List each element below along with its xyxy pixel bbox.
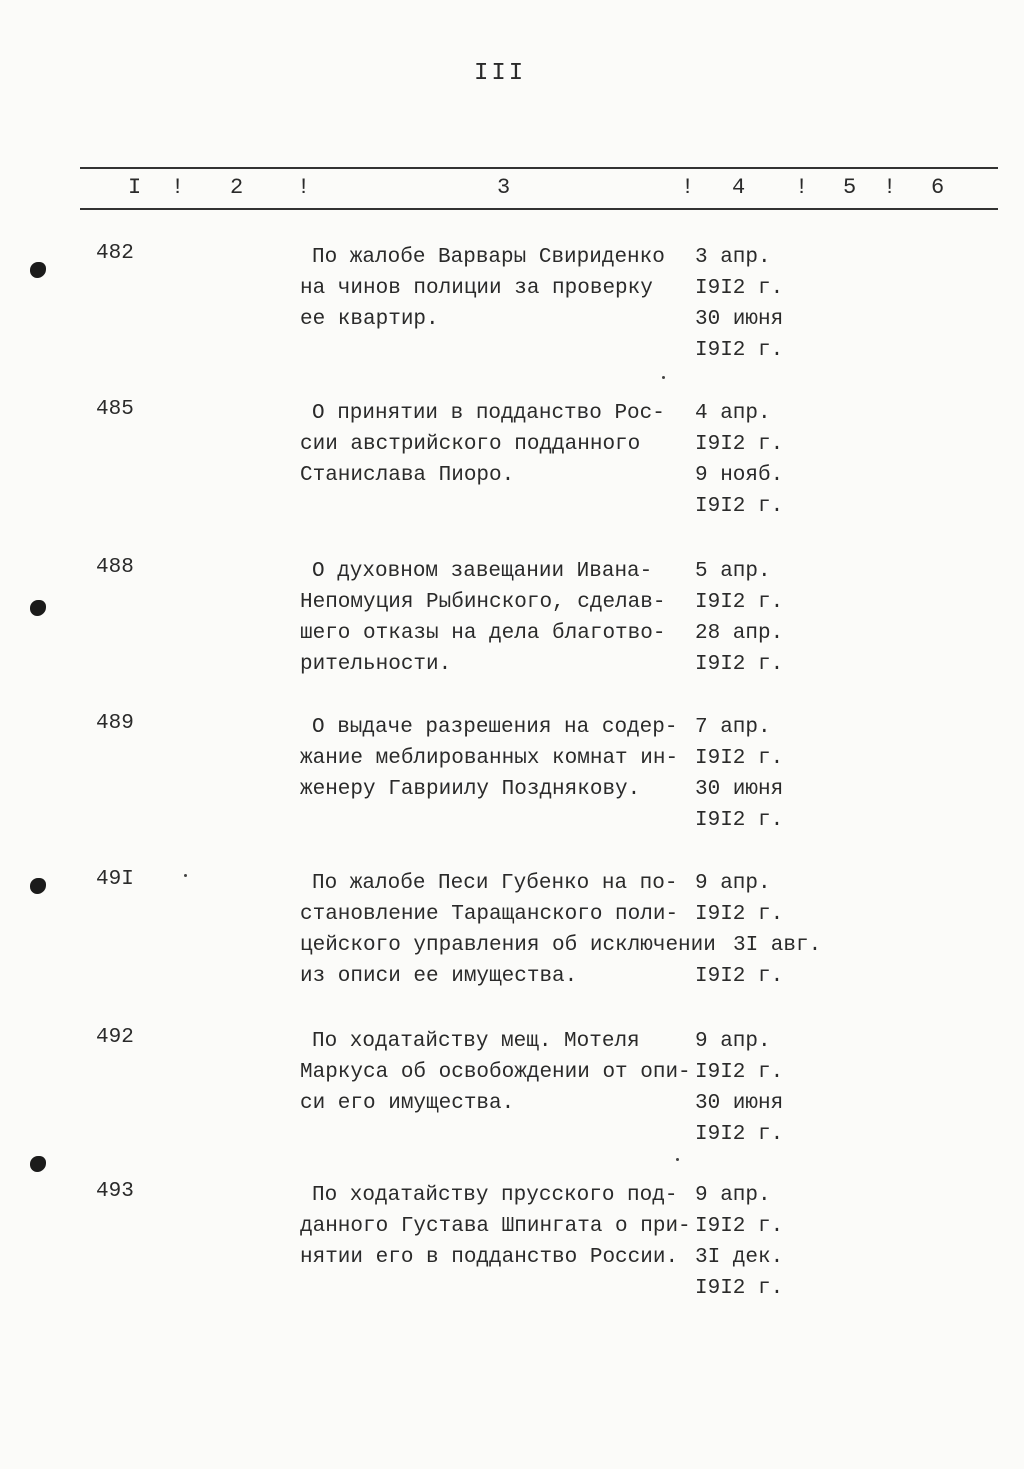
description-line: О выдаче разрешения на содер- — [312, 716, 678, 739]
column-header-5: 5 — [843, 175, 857, 200]
start-date-year: I9I2 г. — [695, 591, 784, 614]
column-separator: ! — [171, 175, 185, 200]
end-date-year: I9I2 г. — [695, 965, 784, 988]
case-dates — [695, 242, 835, 366]
end-date-year: I9I2 г. — [695, 653, 784, 676]
description-line: становление Таращанского поли- — [300, 903, 679, 926]
case-dates — [695, 556, 835, 680]
case-dates — [695, 712, 835, 836]
case-dates — [695, 398, 835, 522]
description-line: Маркуса об освобождении от опи- — [300, 1061, 691, 1084]
description-line: сии австрийского подданного — [300, 433, 641, 456]
end-date-day: 30 июня — [695, 1092, 784, 1115]
description-line: По ходатайству прусского под- — [312, 1184, 678, 1207]
end-date-day: 30 июня — [695, 778, 784, 801]
case-dates — [695, 1180, 835, 1304]
start-date-year: I9I2 г. — [695, 1215, 784, 1238]
description-line: шего отказы на дела благотво- — [300, 622, 666, 645]
column-header-4: 4 — [732, 175, 746, 200]
start-date-year: I9I2 г. — [695, 747, 784, 770]
description-line: Станислава Пиоро. — [300, 464, 515, 487]
start-date-year: I9I2 г. — [695, 277, 784, 300]
description-line: По жалобе Песи Губенко на по- — [312, 872, 678, 895]
description-line: О принятии в подданство Рос- — [312, 402, 665, 425]
description-line: ее квартир. — [300, 308, 439, 331]
table-row — [0, 556, 1024, 686]
start-date-day: 9 апр. — [695, 1184, 771, 1207]
start-date-year: I9I2 г. — [695, 433, 784, 456]
column-separator: ! — [883, 175, 897, 200]
start-date-day: 4 апр. — [695, 402, 771, 425]
table-row — [0, 1180, 1024, 1310]
end-date-year: I9I2 г. — [695, 339, 784, 362]
scan-speck — [676, 1158, 679, 1161]
end-date-year: I9I2 г. — [695, 1123, 784, 1146]
case-number: 492 — [96, 1026, 134, 1049]
column-header-3: 3 — [497, 175, 511, 200]
case-description — [300, 712, 720, 805]
start-date-year: I9I2 г. — [695, 1061, 784, 1084]
end-date-year: I9I2 г. — [695, 809, 784, 832]
table-row — [0, 242, 1024, 372]
table-row — [0, 398, 1024, 528]
end-date-day: 3I авг. — [733, 934, 822, 957]
description-line: Непомуция Рыбинского, сделав- — [300, 591, 666, 614]
table-row — [0, 868, 1024, 998]
binder-hole — [30, 1156, 46, 1172]
case-description — [300, 398, 720, 491]
case-number: 49I — [96, 868, 134, 891]
end-date-year: I9I2 г. — [695, 1277, 784, 1300]
description-line: на чинов полиции за проверку — [300, 277, 653, 300]
column-separator: ! — [297, 175, 311, 200]
start-date-day: 7 апр. — [695, 716, 771, 739]
end-date-day: 3I дек. — [695, 1246, 784, 1269]
end-date-day: 9 нояб. — [695, 464, 784, 487]
description-line: По ходатайству мещ. Мотеля — [312, 1030, 640, 1053]
case-description — [300, 1026, 720, 1119]
description-line: женеру Гавриилу Позднякову. — [300, 778, 641, 801]
page-number: III — [474, 60, 527, 87]
case-description — [300, 242, 720, 335]
description-line: жание меблированных комнат ин- — [300, 747, 679, 770]
case-number: 488 — [96, 556, 134, 579]
column-header-2: 2 — [230, 175, 244, 200]
case-number: 482 — [96, 242, 134, 265]
case-dates — [695, 1026, 835, 1150]
table-header-bottom-rule — [80, 208, 998, 210]
case-number: 489 — [96, 712, 134, 735]
case-number: 493 — [96, 1180, 134, 1203]
description-line: си его имущества. — [300, 1092, 515, 1115]
start-date-day: 3 апр. — [695, 246, 771, 269]
start-date-day: 9 апр. — [695, 1030, 771, 1053]
table-row — [0, 712, 1024, 842]
end-date-year: I9I2 г. — [695, 495, 784, 518]
start-date-day: 9 апр. — [695, 872, 771, 895]
case-dates — [695, 868, 835, 992]
scan-speck — [184, 874, 187, 877]
table-row — [0, 1026, 1024, 1156]
end-date-day: 30 июня — [695, 308, 784, 331]
description-line: нятии его в подданство России. — [300, 1246, 679, 1269]
end-date-day: 28 апр. — [695, 622, 784, 645]
case-description — [300, 868, 720, 992]
start-date-year: I9I2 г. — [695, 903, 784, 926]
column-header-1: I — [128, 175, 142, 200]
scan-speck — [662, 376, 665, 379]
column-separator: ! — [795, 175, 809, 200]
case-description — [300, 1180, 720, 1273]
description-line: О духовном завещании Ивана- — [312, 560, 653, 583]
description-line: данного Густава Шпингата о при- — [300, 1215, 691, 1238]
description-line: из описи ее имущества. — [300, 965, 578, 988]
description-line: рительности. — [300, 653, 452, 676]
description-line: По жалобе Варвары Свириденко — [312, 246, 665, 269]
case-description — [300, 556, 720, 680]
column-separator: ! — [681, 175, 695, 200]
column-header-6: 6 — [931, 175, 945, 200]
start-date-day: 5 апр. — [695, 560, 771, 583]
table-header-top-rule — [80, 167, 998, 169]
description-line: цейского управления об исключении — [300, 934, 716, 957]
case-number: 485 — [96, 398, 134, 421]
